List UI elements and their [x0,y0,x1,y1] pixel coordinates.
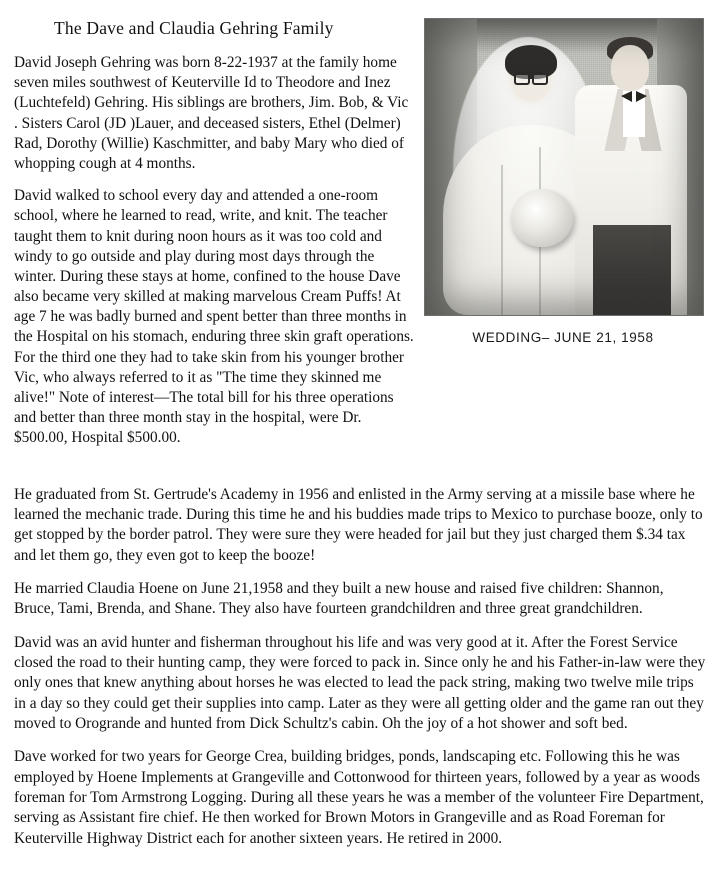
bow-tie-icon [621,91,647,102]
groom-face [611,45,649,91]
section-spacer [14,461,706,475]
gown-fold [501,165,503,315]
paragraph-school-and-hospital: David walked to school every day and attended a one-room school, where he learned to read, write, and knit. The teacher taught them to knit during noon hours as it was too cold and windy to go outside and play during most days through the winter. During these stays at home, confined to the house Dave also became very skilled at making marvelous Cream Puffs! At age 7 he was badly burned and spent better than three months in the Hospital on his stomach, enduring three skin graft operations. For the third one they had to take skin from his younger brother Vic, who always referred to it as "The time they skinned me alive!" Note of interest—The total bill for his three operations and better than three month stay in the hospital, were Dr. $500.00, Hospital $500.00. [14,187,414,447]
groom-trousers [593,225,671,315]
top-section [14,18,706,449]
paragraph-marriage-children: He married Claudia Hoene on June 21,1958 and they built a new house and raised five children: Shannon, Bruce, Tami, Brenda, and Shane. They also have fourteen grandchildren and three great grandchildren. [14,579,664,618]
paragraph-birth-family: David Joseph Gehring was born 8-22-1937 at the family home seven miles southwest of Keuterville Id to Theodore and Inez (Luchtefeld) Gehring. His siblings are brothers, Jim. Bob, & Vic . Sisters Carol (JD )Lauer, and deceased sisters, Ethel (Delmer) Rad, Dorothy (Willie) Kaschmitter, and baby Mary who died of whopping cough at 4 months. [14,54,409,172]
paragraph-army-service: He graduated from St. Gertrude's Academy in 1956 and enlisted in the Army serving at a missile base where he learned the mechanic trade. During this time he and his buddies made trips to Mexico to purchase booze, only to get stopped by the border patrol. They were sure they were headed for jail but they just charged them $.34 tax and let them go, they even got to keep the booze! [14,485,703,564]
paragraph-hunting-fishing: David was an avid hunter and fisherman throughout his life and was very good at it. After the Forest Service closed the road to their hunting camp, they were forced to pack in. Since only he and his Father-in-law were they only ones that knew anything about horses he was elected to lead the pack string, making two twelve mile trips in a day so they could get their supplies into camp. Later as they were all getting older and the game ran out they moved to Orogrande and hunted from Dick Schultz's cabin. Oh the joy of a hot shower and soft bed. [14,633,706,732]
photo-caption: WEDDING– JUNE 21, 1958 [472,330,654,345]
page-title: The Dave and Claudia Gehring Family [54,18,334,38]
photo-block [424,18,702,345]
paragraph-work-history: Dave worked for two years for George Crea, building bridges, ponds, landscaping etc. Following this he was employed by Hoene Implements at Grangeville and Cottonwood for thirteen years, followed by a year as woods foreman for Tom Armstrong Logging. During all these years he was a member of the volunteer Fire Department, serving as Assistant fire chief. He then worked for Brown Motors in Grangeville and as Road Foreman for Keuterville Highway District each for another sixteen years. He retired in 2000. [14,748,704,847]
bridal-bouquet [511,189,573,247]
wedding-photograph [424,18,704,316]
lower-section [14,485,706,850]
eyeglasses-icon [515,71,547,82]
left-column [14,53,414,449]
